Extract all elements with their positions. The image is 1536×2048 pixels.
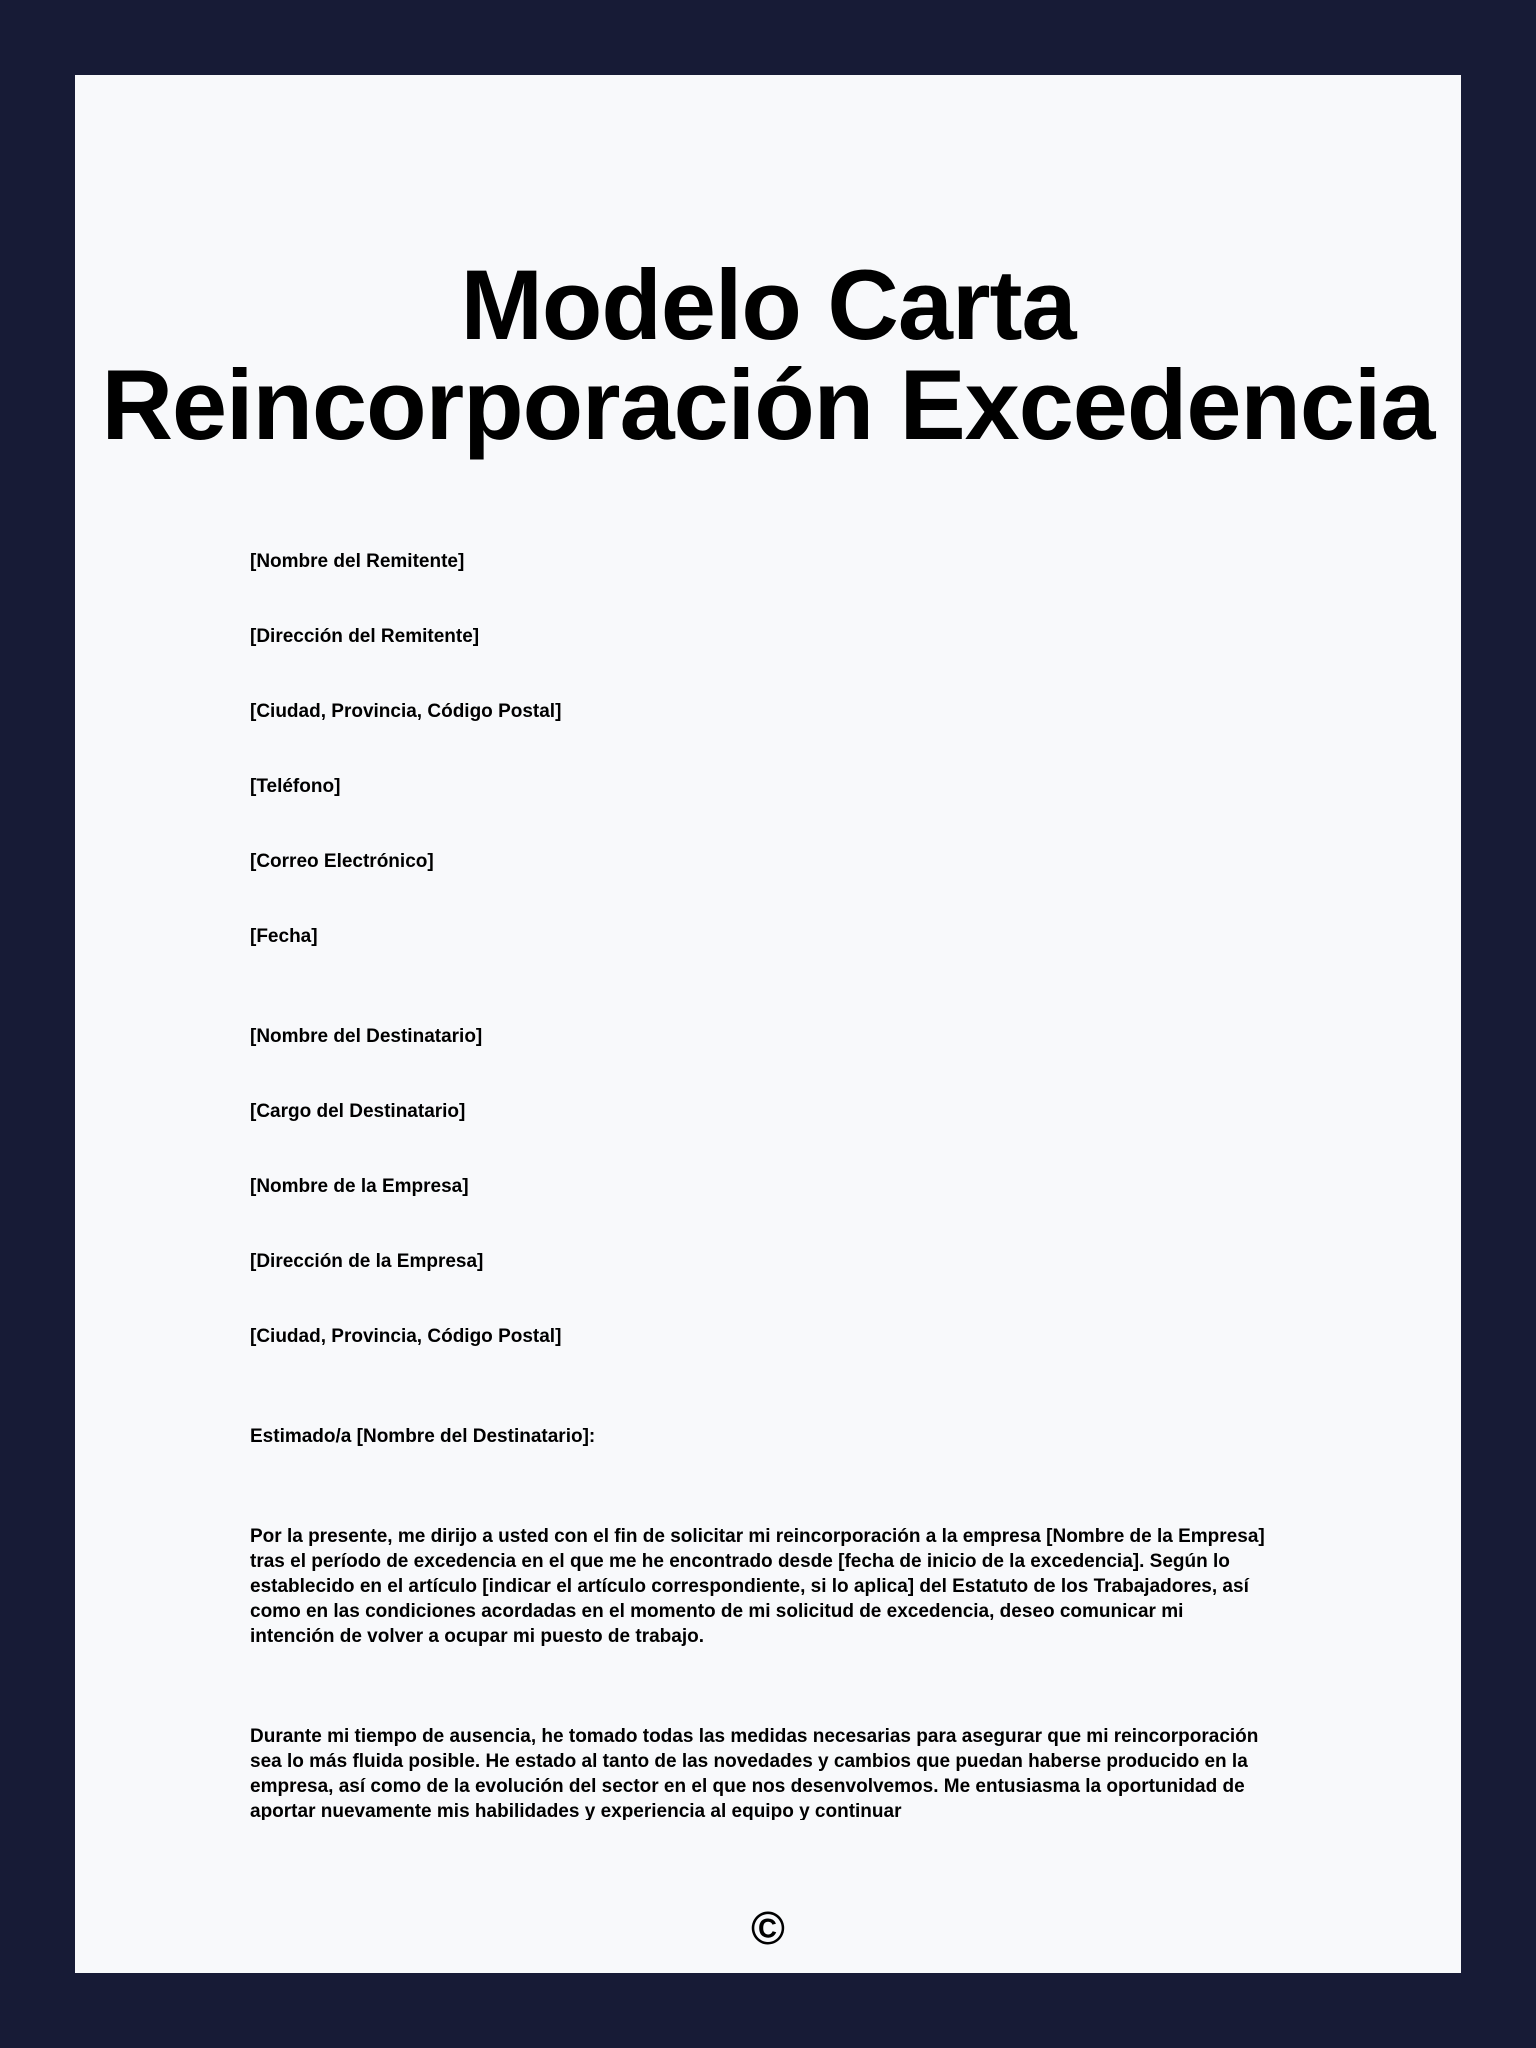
- sender-phone: [Teléfono]: [250, 776, 341, 797]
- greeting: Estimado/a [Nombre del Destinatario]:: [250, 1426, 596, 1447]
- sender-date: [Fecha]: [250, 926, 318, 947]
- sender-address: [Dirección del Remitente]: [250, 626, 480, 647]
- recipient-name: [Nombre del Destinatario]: [250, 1026, 483, 1047]
- sender-name: [Nombre del Remitente]: [250, 551, 465, 572]
- document-page: [75, 75, 1461, 1973]
- recipient-position: [Cargo del Destinatario]: [250, 1101, 466, 1122]
- sender-city: [Ciudad, Provincia, Código Postal]: [250, 701, 562, 722]
- title-line-1: Modelo Carta: [460, 249, 1076, 360]
- paragraph-1: Por la presente, me dirijo a usted con el fin de solicitar mi reincorporación a la empresa [Nombre de la Empresa] tras el período de excedencia en el que me he encontrado desde [fecha de inicio de la excedencia]. Según lo establecido en el artículo [indicar el artículo correspondiente, si lo aplica] del Estatuto de los Trabajadores, así como en las condiciones acordadas en el momento de mi solicitud de excedencia, deseo comunicar mi intención de volver a ocupar mi puesto de trabajo.: [250, 1526, 1265, 1647]
- recipient-city: [Ciudad, Provincia, Código Postal]: [250, 1326, 562, 1347]
- letter-body: [250, 75, 1265, 1820]
- paragraph-2: Durante mi tiempo de ausencia, he tomado todas las medidas necesarias para asegurar que mi reincorporación sea lo más fluida posible. He estado al tanto de las novedades y cambios que puedan haberse producido en la empresa, así como de la evolución del sector en el que nos desenvolvemos. Me entusiasma la oportunidad de aportar nuevamente mis habilidades y experiencia al equipo y continuar: [250, 1726, 1259, 1820]
- recipient-company-address: [Dirección de la Empresa]: [250, 1251, 484, 1272]
- title-line-2: Reincorporación Excedencia: [101, 349, 1435, 460]
- sender-email: [Correo Electrónico]: [250, 851, 434, 872]
- copyright-icon: ©: [751, 1902, 785, 1954]
- recipient-company: [Nombre de la Empresa]: [250, 1176, 469, 1197]
